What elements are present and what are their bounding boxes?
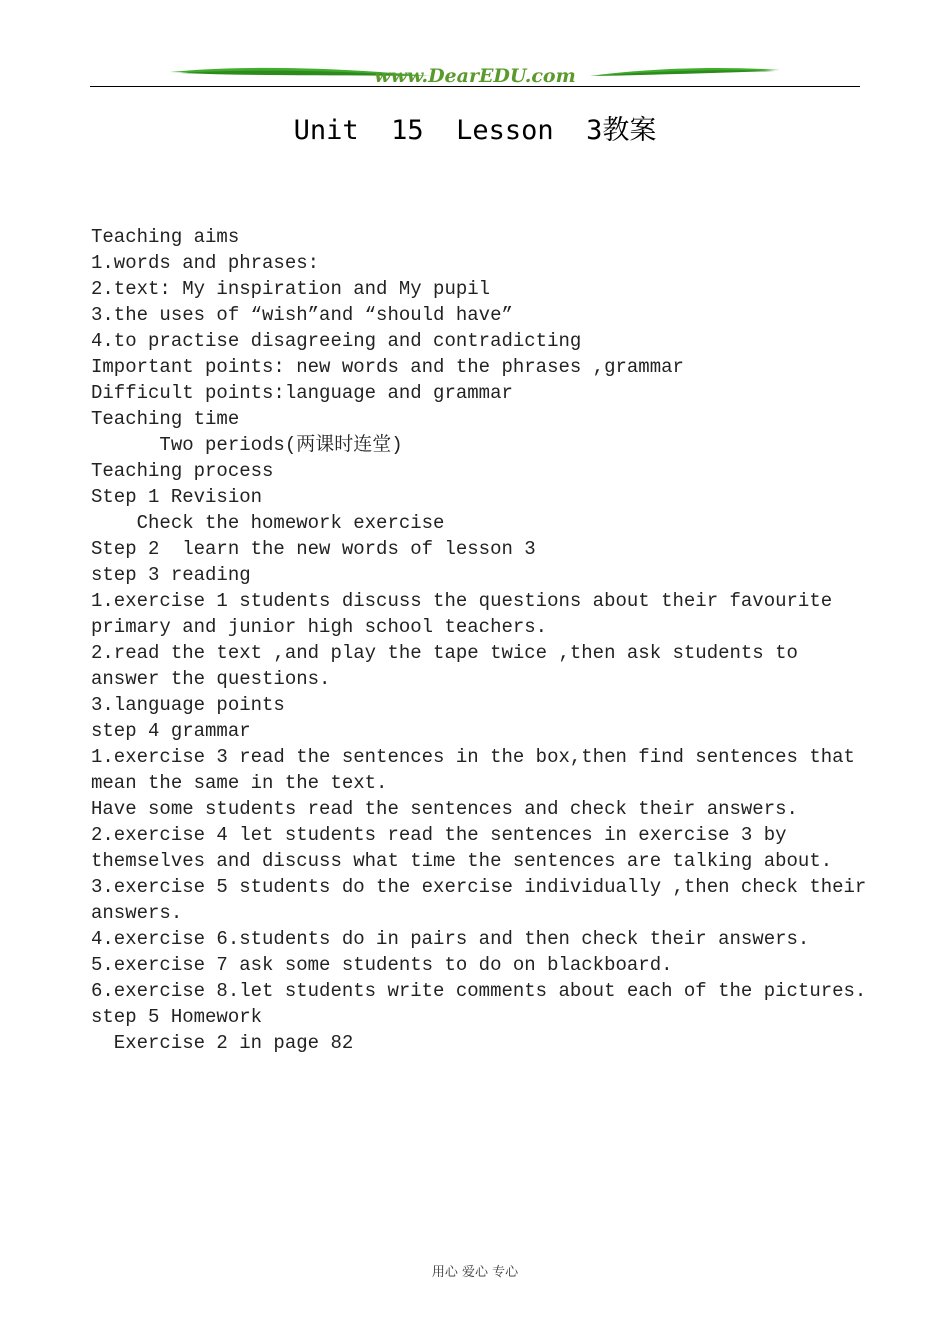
logo-text: www.DearEDU.com [374,65,576,87]
text-line: step 4 grammar [91,720,251,742]
text-line: 5.exercise 7 ask some students to do on blackboard. [91,954,673,976]
page-title: Unit 15 Lesson 3教案 [293,115,657,146]
text-line: Step 1 Revision [91,486,263,508]
text-line: 4.to practise disagreeing and contradicting [91,330,582,352]
text-line: 2.exercise 4 let students read the sentences in exercise 3 by [91,824,787,846]
text-line: primary and junior high school teachers. [91,616,548,638]
text-line: Exercise 2 in page 82 [91,1032,354,1054]
text-line: 1.exercise 3 read the sentences in the box,then find sentences that [91,746,855,768]
text-line: mean the same in the text. [91,772,388,794]
text-line: Teaching process [91,460,274,482]
text-line: 4.exercise 6.students do in pairs and then check their answers. [91,928,810,950]
text-line: 6.exercise 8.let students write comments about each of the pictures. [91,980,867,1002]
text-line: Have some students read the sentences and check their answers. [91,798,798,820]
header-rule [90,86,860,87]
text-line: 1.words and phrases: [91,252,320,274]
text-line: 2.read the text ,and play the tape twice ,then ask students to [91,642,798,664]
text-line: themselves and discuss what time the sentences are talking about. [91,850,833,872]
text-line: 2.text: My inspiration and My pupil [91,278,491,300]
text-line: Important points: new words and the phrases ,grammar [91,356,684,378]
text-line: Teaching aims [91,226,240,248]
text-line: 1.exercise 1 students discuss the questions about their favourite [91,590,833,612]
text-line: Difficult points:language and grammar [91,382,513,404]
text-line: 3.exercise 5 students do the exercise individually ,then check their [91,876,867,898]
text-line: 3.language points [91,694,285,716]
text-line: Check the homework exercise [91,512,445,534]
text-line: Step 2 learn the new words of lesson 3 [91,538,536,560]
text-line: Two periods(两课时连堂) [91,434,403,456]
text-line: answer the questions. [91,668,331,690]
page-footer: 用心 爱心 专心 [431,1265,519,1280]
lesson-plan-body [91,224,867,1056]
text-line: 3.the uses of “wish”and “should have” [91,304,513,326]
right-swoosh-icon [590,64,780,82]
page-header [90,60,860,90]
text-line: step 3 reading [91,564,251,586]
text-line: Teaching time [91,408,240,430]
text-line: answers. [91,902,183,924]
text-line: step 5 Homework [91,1006,263,1028]
